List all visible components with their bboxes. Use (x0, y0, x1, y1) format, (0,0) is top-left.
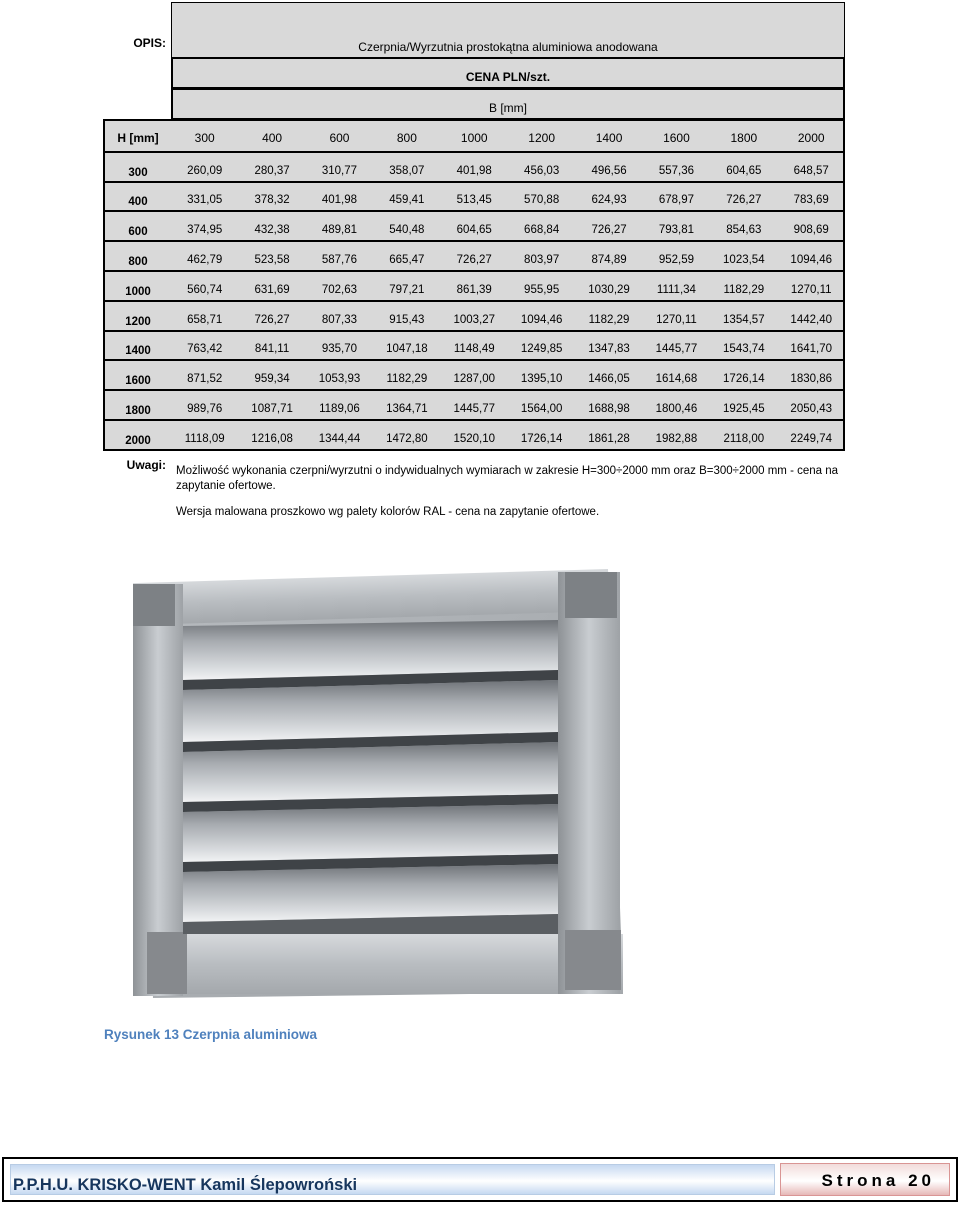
table-row (105, 300, 843, 330)
price-table (103, 119, 845, 451)
note-powder-coating: Wersja malowana proszkowo wg palety kolorów RAL - cena na zapytanie ofertowe. (176, 506, 600, 518)
table-row (105, 389, 843, 419)
description-cell (171, 2, 845, 58)
price-cell: 557,36 (658, 164, 695, 177)
price-cell: 935,70 (321, 343, 358, 356)
column-header: 1000 (460, 130, 488, 145)
price-cell: 871,52 (187, 373, 223, 386)
price-cell: 1148,49 (453, 343, 495, 356)
note-custom-sizes: Możliwość wykonania czerpni/wyrzutni o indywidualnych wymiarach w zakresie H=300÷2000 mm oraz B=300÷2000 mm - cena na zapytanie ofertowe. (176, 465, 839, 492)
price-cell: 915,43 (389, 313, 425, 326)
price-cell: 624,93 (591, 194, 627, 207)
price-cell: 955,95 (524, 283, 560, 296)
price-cell: 587,76 (321, 253, 358, 266)
price-cell: 1182,29 (723, 283, 765, 296)
table-row (105, 330, 843, 360)
price-cell: 1543,74 (723, 343, 765, 356)
figure-caption: Rysunek 13 Czerpnia aluminiowa (104, 1027, 318, 1042)
price-cell: 1118,09 (184, 432, 225, 445)
price-cell: 803,97 (524, 253, 560, 266)
price-cell: 1445,77 (655, 343, 698, 356)
price-cell: 378,32 (254, 194, 290, 207)
price-cell: 665,47 (389, 253, 425, 266)
page-number: Strona 20 (821, 1171, 935, 1190)
price-cell: 1189,06 (319, 402, 360, 415)
price-unit-cell (171, 57, 845, 89)
column-header: 800 (396, 130, 417, 145)
price-cell: 2249,74 (790, 432, 832, 445)
column-header: 1400 (595, 130, 623, 145)
price-cell: 763,42 (187, 343, 223, 356)
price-cell: 1614,68 (655, 373, 698, 386)
price-cell: 1520,10 (453, 432, 496, 445)
price-cell: 1982,88 (655, 432, 698, 445)
price-cell: 1053,93 (318, 373, 361, 386)
price-cell: 1726,14 (520, 432, 563, 445)
price-cell: 1354,57 (723, 313, 765, 326)
price-cell: 489,81 (321, 224, 358, 237)
price-cell: 570,88 (524, 194, 560, 207)
price-cell: 702,63 (321, 283, 358, 296)
column-header: 400 (262, 130, 283, 145)
price-cell: 854,63 (726, 224, 762, 237)
louvre-blades (183, 620, 558, 934)
price-cell: 1472,80 (386, 432, 428, 445)
price-cell: 310,77 (321, 164, 358, 177)
price-cell: 1861,28 (588, 432, 630, 445)
price-cell: 1925,45 (723, 402, 765, 415)
price-cell: 726,27 (591, 224, 627, 237)
price-cell: 989,76 (187, 402, 223, 415)
price-cell: 456,03 (524, 164, 560, 177)
price-cell: 1023,54 (723, 253, 765, 266)
price-cell: 1094,46 (790, 253, 832, 266)
price-cell: 959,34 (254, 373, 290, 386)
price-cell: 401,98 (456, 164, 492, 177)
price-cell: 1249,85 (520, 343, 563, 356)
row-height-label: 800 (128, 255, 148, 268)
price-cell: 513,45 (456, 194, 492, 207)
row-height-label: 1000 (125, 285, 151, 298)
table-row (105, 359, 843, 389)
price-cell: 874,89 (591, 253, 627, 266)
price-cell: 678,97 (658, 194, 695, 207)
price-cell: 374,95 (187, 224, 223, 237)
column-header: 300 (194, 130, 215, 145)
price-cell: 726,27 (456, 253, 492, 266)
price-cell: 459,41 (389, 194, 425, 207)
table-row (105, 240, 843, 270)
price-cell: 496,56 (591, 164, 627, 177)
column-header: 2000 (797, 130, 825, 145)
price-cell: 1344,44 (318, 432, 361, 445)
price-cell: 1641,70 (790, 343, 832, 356)
price-cell: 793,81 (658, 224, 695, 237)
column-header: 1800 (730, 130, 758, 145)
width-header-label: B [mm] (489, 101, 527, 115)
price-cell: 1111,34 (656, 283, 696, 296)
price-cell: 797,21 (389, 283, 425, 296)
notes-label: Uwagi: (126, 458, 166, 472)
height-header-label: H [mm] (117, 130, 159, 145)
price-cell: 726,27 (726, 194, 762, 207)
table-row (105, 181, 843, 211)
price-cell: 1564,00 (520, 402, 563, 415)
price-cell: 1800,46 (655, 402, 698, 415)
column-header: 600 (329, 130, 350, 145)
price-cell: 1688,98 (588, 402, 630, 415)
row-height-label: 1800 (125, 404, 151, 417)
table-row (105, 270, 843, 300)
row-height-label: 1200 (125, 315, 151, 328)
price-cell: 260,09 (187, 164, 223, 177)
price-cell: 1047,18 (386, 343, 428, 356)
price-cell: 280,37 (254, 164, 290, 177)
row-height-label: 400 (128, 196, 148, 209)
company-name: P.P.H.U. KRISKO-WENT Kamil Ślepowroński (13, 1176, 358, 1194)
product-description: Czerpnia/Wyrzutnia prostokątna aluminiowa anodowana (358, 40, 658, 54)
price-cell: 807,33 (321, 313, 358, 326)
price-cell: 1030,29 (588, 283, 630, 296)
price-cell: 2050,43 (790, 402, 832, 415)
price-cell: 952,59 (658, 253, 695, 266)
page-footer (2, 1157, 958, 1202)
price-cell: 604,65 (726, 164, 762, 177)
price-cell: 358,07 (389, 164, 425, 177)
price-cell: 1364,71 (386, 402, 428, 415)
price-cell: 604,65 (456, 224, 492, 237)
price-cell: 1087,71 (251, 402, 293, 415)
price-cell: 1442,40 (790, 313, 832, 326)
table-row (105, 210, 843, 240)
row-height-label: 1600 (125, 375, 151, 388)
price-cell: 908,69 (793, 224, 829, 237)
price-cell: 1347,83 (588, 343, 630, 356)
price-cell: 783,69 (793, 194, 829, 207)
table-header-row (105, 121, 843, 151)
price-cell: 1726,14 (723, 373, 765, 386)
table-row (105, 151, 843, 181)
price-cell: 523,58 (254, 253, 290, 266)
price-cell: 432,38 (254, 224, 290, 237)
louvre-photo (103, 562, 643, 1006)
price-cell: 1287,00 (453, 373, 496, 386)
price-cell: 841,11 (254, 343, 290, 356)
row-height-label: 1400 (125, 345, 151, 358)
price-cell: 560,74 (187, 283, 223, 296)
column-header: 1600 (663, 130, 690, 145)
footer-company-box (10, 1164, 775, 1195)
footer-page-box (780, 1163, 950, 1196)
row-height-label: 2000 (125, 434, 151, 447)
price-cell: 658,71 (187, 313, 223, 326)
price-cell: 668,84 (524, 224, 560, 237)
column-header: 1200 (528, 130, 555, 145)
price-cell: 331,05 (187, 194, 223, 207)
price-cell: 631,69 (254, 283, 290, 296)
width-header-cell (171, 88, 845, 120)
price-unit-label: CENA PLN/szt. (465, 70, 551, 84)
price-cell: 1270,11 (656, 313, 697, 326)
table-row (105, 419, 843, 449)
opis-label: OPIS: (133, 36, 166, 50)
price-cell: 1182,29 (588, 313, 630, 326)
price-cell: 1182,29 (386, 373, 428, 386)
price-cell: 1003,27 (453, 313, 496, 326)
price-cell: 540,48 (389, 224, 425, 237)
price-cell: 2118,00 (723, 432, 765, 445)
price-cell: 1466,05 (588, 373, 630, 386)
price-cell: 1270,11 (790, 283, 832, 296)
price-cell: 462,79 (187, 253, 223, 266)
price-cell: 1216,08 (251, 432, 293, 445)
price-cell: 1395,10 (520, 373, 563, 386)
price-cell: 861,39 (456, 283, 492, 296)
price-cell: 648,57 (793, 164, 829, 177)
price-cell: 1830,86 (790, 373, 832, 386)
price-cell: 1445,77 (453, 402, 496, 415)
price-cell: 401,98 (321, 194, 358, 207)
price-cell: 726,27 (254, 313, 290, 326)
row-height-label: 600 (128, 226, 148, 239)
price-cell: 1094,46 (520, 313, 563, 326)
row-height-label: 300 (128, 166, 148, 179)
